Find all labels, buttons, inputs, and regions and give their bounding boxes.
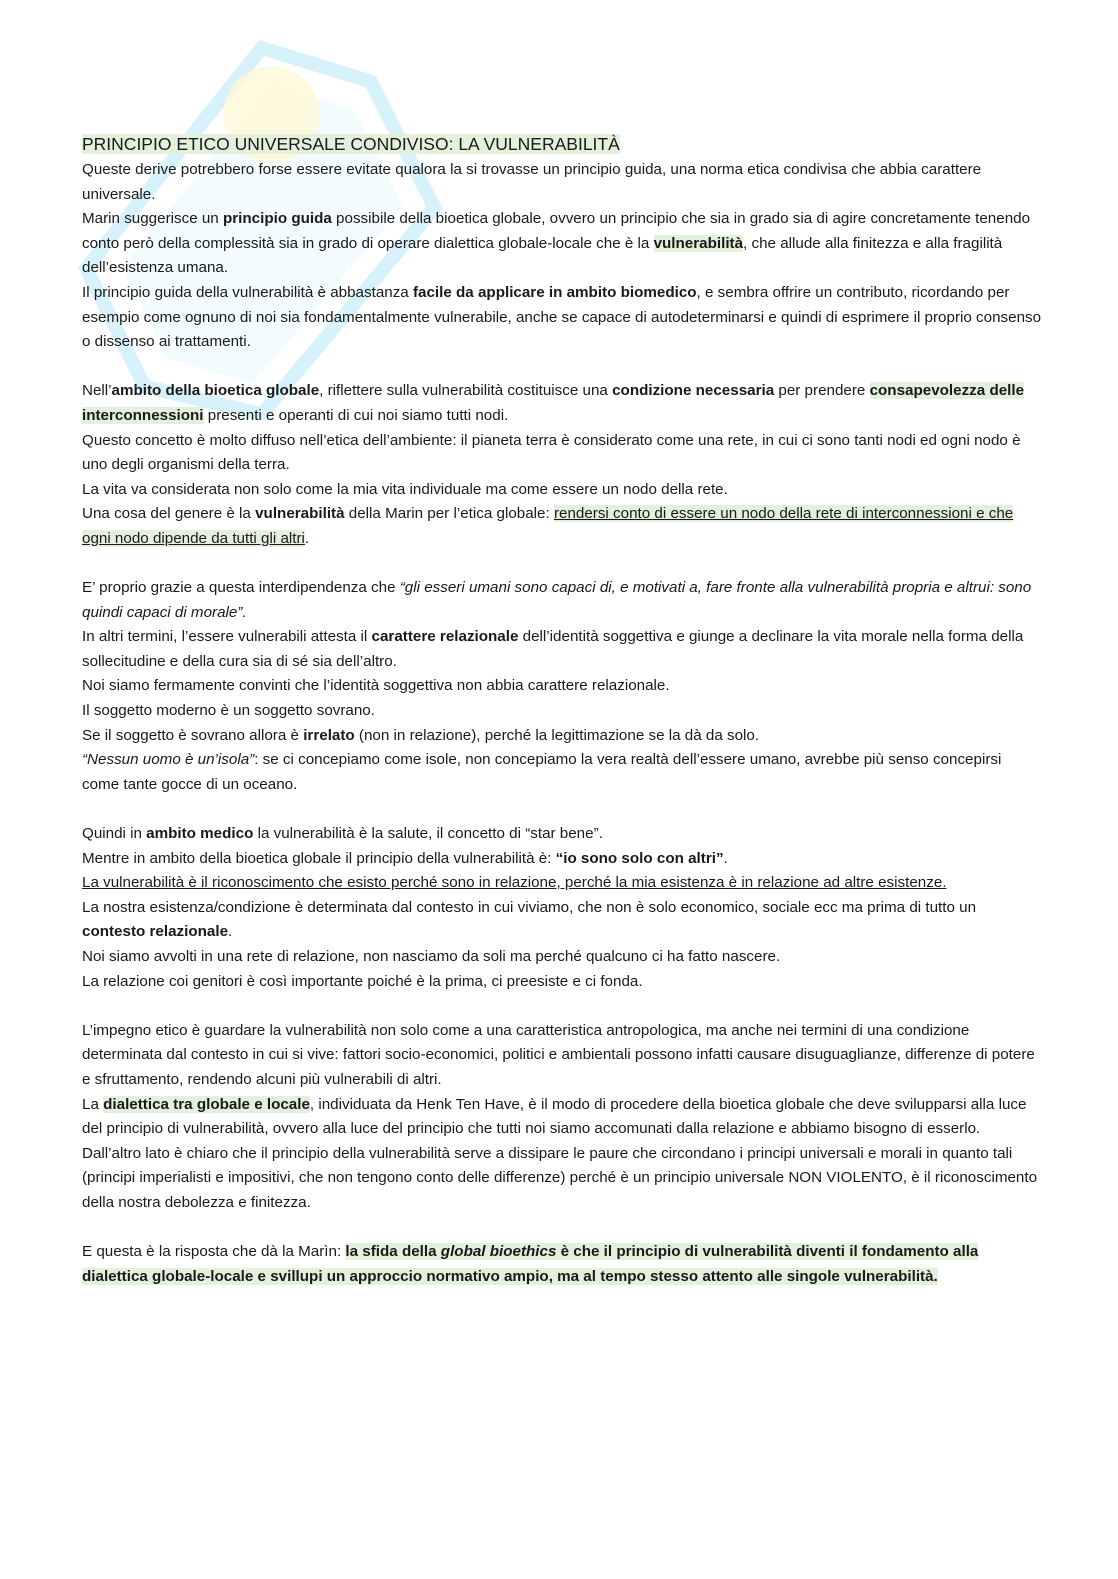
paragraph: La nostra esistenza/condizione è determinata dal contesto in cui viviamo, che non è solo economico, sociale ecc ma prima di tutto un contesto relazionale. — [82, 898, 977, 941]
paragraph: Il principio guida della vulnerabilità è abbastanza facile da applicare in ambito biomedico, e sembra offrire un contributo, ricordando per esempio come ognuno di noi sia fondamentalmente vulnerabile, anche se capace di autodeterminarsi e quindi di esprimere il proprio consenso o dissenso ai trattamenti. — [82, 283, 1042, 351]
paragraph: Dall’altro lato è chiaro che il principio della vulnerabilità serve a dissipare le paure che circondano i principi universali e morali in quanto tali (principi imperialisti e impositivi, che non tengono conto delle differenze) perché è un principio universale NON VIOLENTO, è il riconoscimento della nostra debolezza e finitezza. — [82, 1144, 1038, 1211]
paragraph: Marin suggerisce un principio guida possibile della bioetica globale, ovvero un principio che sia in grado sia di agire concretamente tenendo conto però della complessità sia in grado di operare dialettica globale-locale che è la vulnerabilità, che allude alla finitezza e alla fragilità dell’esistenza umana. — [82, 210, 1031, 277]
document-body — [82, 132, 1042, 1289]
paragraph: Questo concetto è molto diffuso nell’etica dell’ambiente: il pianeta terra è considerato come una rete, in cui ci sono tanti nodi ed ogni nodo è uno degli organismi della terra. — [82, 431, 1021, 474]
paragraph: E questa è la risposta che dà la Marìn: la sfida della global bioethics è che il principio di vulnerabilità diventi il fondamento alla dialettica globale-locale e svillupi un approccio normativo ampio, ma al tempo stesso attento alle singole vulnerabilità. — [82, 1243, 979, 1285]
paragraph: Mentre in ambito della bioetica globale il principio della vulnerabilità è: “io sono solo con altri”. — [82, 849, 728, 867]
paragraph: Queste derive potrebbero forse essere evitate qualora la si trovasse un principio guida, una norma etica condivisa che abbia carattere universale. — [82, 161, 982, 203]
paragraph: Quindi in ambito medico la vulnerabilità è la salute, il concetto di “star bene”. — [82, 825, 603, 843]
paragraph: Noi siamo avvolti in una rete di relazione, non nasciamo da soli ma perché qualcuno ci ha fatto nascere. — [82, 948, 781, 965]
paragraph: La dialettica tra globale e locale, individuata da Henk Ten Have, è il modo di procedere della bioetica globale che deve svilupparsi alla luce del principio di vulnerabilità, ovvero alla luce del principio che tutti noi siamo accomunati dalla relazione e abbiamo bisogno di esserlo. — [82, 1095, 1027, 1138]
paragraph: Una cosa del genere è la vulnerabilità della Marin per l’etica globale: rendersi conto di essere un nodo della rete di interconnessioni e che ogni nodo dipende da tutti gli altri. — [82, 505, 1014, 547]
paragraph: “Nessun uomo è un’isola”: se ci concepiamo come isole, non concepiamo la vera realtà dell’essere umano, avrebbe più senso concepirsi come tante gocce di un oceano. — [82, 751, 1002, 793]
paragraph: La vita va considerata non solo come la mia vita individuale ma come essere un nodo della rete. — [82, 480, 728, 498]
paragraph: Se il soggetto è sovrano allora è irrelato (non in relazione), perché la legittimazione se la dà da solo. — [82, 726, 760, 744]
paragraph: La vulnerabilità è il riconoscimento che esisto perché sono in relazione, perché la mia esistenza è in relazione ad altre esistenze. — [82, 874, 947, 892]
paragraph: Noi siamo fermamente convinti che l’identità soggettiva non abbia carattere relazionale. — [82, 677, 670, 695]
paragraph: Nell’ambito della bioetica globale, riflettere sulla vulnerabilità costituisce una condizione necessaria per prendere consapevolezza delle interconnessioni presenti e operanti di cui noi siamo tutti nodi. — [82, 382, 1025, 424]
paragraph: L’impegno etico è guardare la vulnerabilità non solo come a una caratteristica antropologica, ma anche nei termini di una condizione determinata dal contesto in cui si vive: fattori socio-economici, politici e ambientali possono infatti causare disuguaglianze, differenze di potere e sfruttamento, rendendo alcuni più vulnerabili di altri. — [82, 1021, 1035, 1088]
paragraph: In altri termini, l’essere vulnerabili attesta il carattere relazionale dell’identità soggettiva e giunge a declinare la vita morale nella forma della sollecitudine e della cura sia di sé sia dell’altro. — [82, 628, 1024, 670]
paragraph: E’ proprio grazie a questa interdipendenza che “gli esseri umani sono capaci di, e motivati a, fare fronte alla vulnerabilità propria e altrui: sono quindi capaci di morale”. — [82, 579, 1032, 621]
paragraph: Il soggetto moderno è un soggetto sovrano. — [82, 702, 375, 720]
paragraph: La relazione coi genitori è così importante poiché è la prima, ci preesiste e ci fonda. — [82, 972, 643, 990]
document-title: PRINCIPIO ETICO UNIVERSALE CONDIVISO: LA VULNERABILITÀ — [82, 134, 620, 154]
